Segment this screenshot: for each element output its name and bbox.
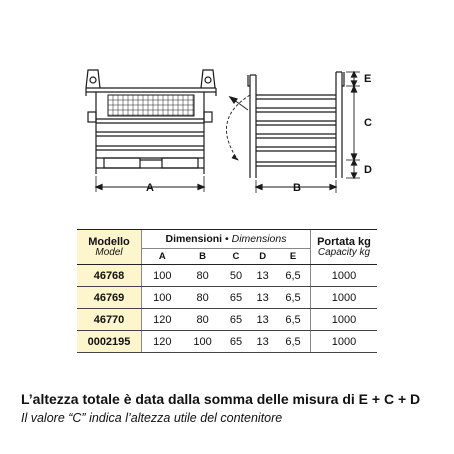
capacity-cell: 1000 <box>311 309 378 331</box>
model-code: 46770 <box>77 309 142 331</box>
value-cell: 80 <box>183 287 223 309</box>
value-cell: 100 <box>183 331 223 353</box>
capacity-header-it: Portata kg <box>317 236 371 248</box>
value-cell: 50 <box>223 265 250 287</box>
container-drawing <box>0 0 454 220</box>
front-view <box>86 70 216 174</box>
table-row <box>77 309 377 331</box>
value-cell: 80 <box>183 265 223 287</box>
spec-table <box>77 229 377 353</box>
table-row <box>77 287 377 309</box>
value-cell: 6,5 <box>276 331 311 353</box>
column-letter: C <box>223 249 250 265</box>
label-e: E <box>364 73 372 85</box>
value-cell: 100 <box>142 287 183 309</box>
value-cell: 65 <box>223 309 250 331</box>
column-letter: A <box>142 249 183 265</box>
value-cell: 13 <box>249 287 276 309</box>
value-cell: 80 <box>183 309 223 331</box>
capacity-header-en: Capacity kg <box>317 247 371 258</box>
dimensions-header <box>142 230 311 249</box>
column-letter: B <box>183 249 223 265</box>
model-header-it: Modello <box>88 236 130 248</box>
model-code: 0002195 <box>77 331 142 353</box>
capacity-cell: 1000 <box>311 331 378 353</box>
dimensions-header-it: Dimensioni <box>165 233 223 245</box>
table-row <box>77 265 377 287</box>
dimensions-vertical <box>346 72 360 178</box>
value-cell: 6,5 <box>276 309 311 331</box>
model-code: 46768 <box>77 265 142 287</box>
value-cell: 13 <box>249 331 276 353</box>
column-letter: E <box>276 249 311 265</box>
value-cell: 100 <box>142 265 183 287</box>
label-d: D <box>364 164 372 176</box>
value-cell: 13 <box>249 309 276 331</box>
value-cell: 120 <box>142 331 183 353</box>
useful-height-note: Il valore “C” indica l’altezza utile del contenitore <box>21 411 283 425</box>
dimensions-separator: • <box>225 233 229 245</box>
value-cell: 120 <box>142 309 183 331</box>
label-c: C <box>364 117 372 129</box>
value-cell: 65 <box>223 287 250 309</box>
column-letter: D <box>249 249 276 265</box>
capacity-cell: 1000 <box>311 265 378 287</box>
value-cell: 13 <box>249 265 276 287</box>
side-view <box>226 72 344 178</box>
capacity-header <box>311 230 378 265</box>
dimensions-header-en: Dimensions <box>231 233 287 245</box>
model-code: 46769 <box>77 287 142 309</box>
value-cell: 6,5 <box>276 287 311 309</box>
total-height-note: L’altezza totale è data dalla somma delle misura di E + C + D <box>21 391 421 407</box>
model-header-en: Model <box>95 247 123 258</box>
model-header <box>77 230 142 265</box>
capacity-cell: 1000 <box>311 287 378 309</box>
value-cell: 6,5 <box>276 265 311 287</box>
value-cell: 65 <box>223 331 250 353</box>
table-row <box>77 331 377 353</box>
label-a: A <box>146 182 154 194</box>
label-b: B <box>293 182 301 194</box>
